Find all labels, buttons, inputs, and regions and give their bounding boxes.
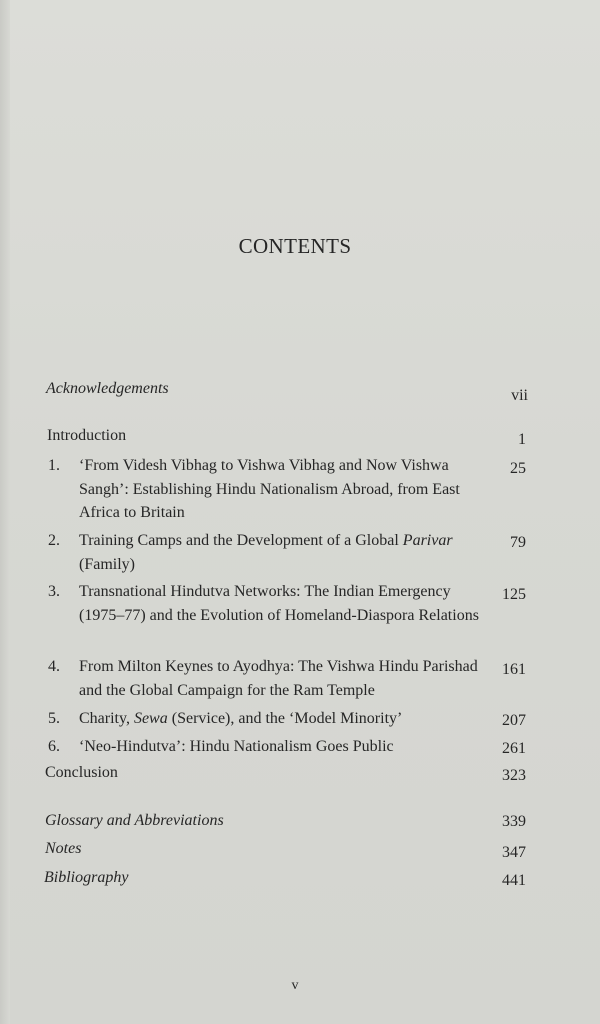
toc-notes-page: 347 <box>502 844 526 861</box>
toc-chapter-5-title-part: (Service), and the ‘Model Minority’ <box>167 710 403 727</box>
toc-chapter-6-page: 261 <box>502 740 526 757</box>
toc-notes-title: Notes <box>45 840 82 857</box>
toc-chapter-3-page: 125 <box>502 586 526 603</box>
toc-chapter-6-number: 6. <box>48 738 60 755</box>
toc-chapter-2-title-part: Training Camps and the Development of a Global <box>79 532 403 549</box>
toc-conclusion-page: 323 <box>502 767 526 784</box>
toc-acknowledgements-page: vii <box>511 387 528 404</box>
toc-acknowledgements-title: Acknowledgements <box>46 380 169 397</box>
toc-chapter-3-title: Transnational Hindutva Networks: The Indian Emergency (1975–77) and the Evolution of Homeland-Diaspora Relations <box>79 583 479 624</box>
toc-chapter-5-number: 5. <box>48 710 60 727</box>
toc-chapter-4-title: From Milton Keynes to Ayodhya: The Vishwa Hindu Parishad and the Global Campaign for the Ram Temple <box>79 658 478 699</box>
toc-glossary-page: 339 <box>502 813 526 830</box>
toc-chapter-1-page: 25 <box>510 460 526 477</box>
contents-heading: CONTENTS <box>238 234 352 258</box>
toc-chapter-5-page: 207 <box>502 712 526 729</box>
toc-introduction-page: 1 <box>518 431 526 448</box>
toc-chapter-2-title <box>79 529 459 576</box>
toc-chapter-2-title-italic: Parivar <box>402 532 453 549</box>
toc-chapter-5-title-part: Charity, <box>79 710 134 727</box>
toc-chapter-2-number: 2. <box>48 532 60 549</box>
toc-chapter-5-title-italic: Sewa <box>133 710 168 727</box>
toc-chapter-6-title: ‘Neo-Hindutva’: Hindu Nationalism Goes Public <box>79 738 394 755</box>
toc-chapter-4-number: 4. <box>48 658 60 675</box>
page-folio-number: v <box>291 978 299 993</box>
page-gutter-edge <box>0 0 10 1024</box>
toc-chapter-3-number: 3. <box>48 583 60 600</box>
toc-chapter-2-page: 79 <box>510 534 526 551</box>
toc-bibliography-page: 441 <box>502 872 526 889</box>
toc-chapter-1-title: ‘From Videsh Vibhag to Vishwa Vibhag and Now Vishwa Sangh’: Establishing Hindu Nationalism Abroad, from East Africa to Britain <box>79 457 460 521</box>
toc-chapter-5-title <box>79 707 489 731</box>
toc-chapter-1-number: 1. <box>48 457 60 474</box>
toc-bibliography-title: Bibliography <box>44 869 129 886</box>
toc-introduction-title: Introduction <box>47 427 127 444</box>
toc-conclusion-title: Conclusion <box>45 764 118 781</box>
toc-chapter-4-page: 161 <box>502 661 526 678</box>
toc-chapter-2-title-part: (Family) <box>79 555 135 573</box>
toc-glossary-title: Glossary and Abbreviations <box>45 812 224 829</box>
